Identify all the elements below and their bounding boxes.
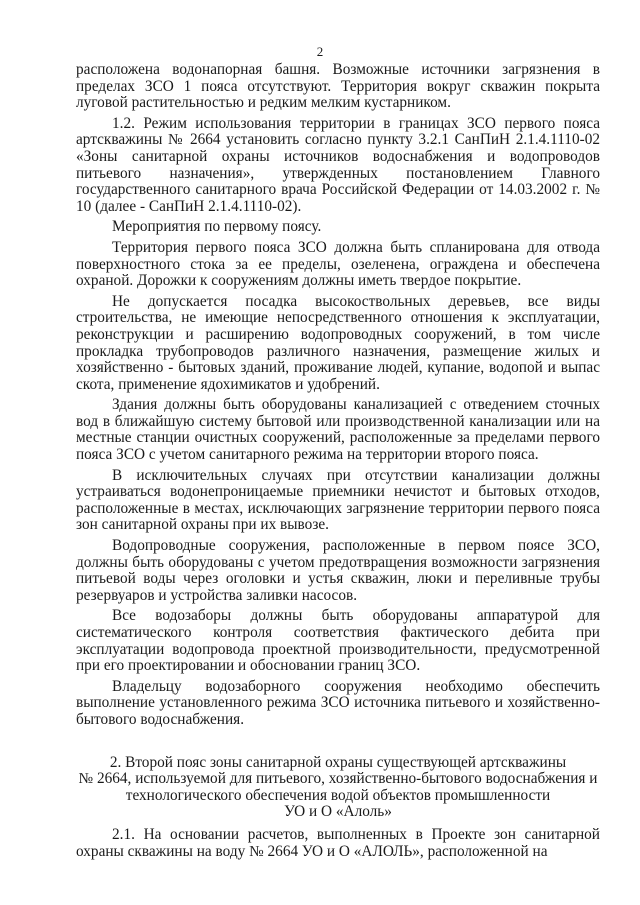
page-number: 2: [316, 44, 324, 59]
heading-line: № 2664, используемой для питьевого, хозяйственно-бытового водоснабжения и: [78, 770, 598, 788]
paragraph: Территория первого пояса ЗСО должна быть спланирована для отвода поверхностного стока за ее пределы, озеленена, ограждена и обеспечена охраной. Дорожки к сооружениям должны иметь твердое покрытие.: [76, 238, 600, 290]
heading-line: технологического обеспечения водой объектов промышленности: [125, 786, 551, 804]
document-body: [76, 62, 600, 864]
paragraph: В исключительных случаях при отсутствии канализации должны устраиваться водонепроницаемые приемники нечистот и бытовых отходов, расположенные в местах, исключающих загрязнение территории первого пояса зон санитарной охраны при их вывозе.: [76, 466, 600, 534]
paragraph: 2.1. На основании расчетов, выполненных в Проекте зон санитарной охраны скважины на воду № 2664 УО и О «АЛОЛЬ», расположенной на: [76, 825, 600, 860]
paragraph: Мероприятия по первому поясу.: [112, 218, 322, 236]
paragraph: Не допускается посадка высокоствольных деревьев, все виды строительства, не имеющие непосредственного отношения к эксплуатации, реконструкции и расширению водопроводных сооружений, в том числе прокладка трубопроводов различного назначения, размещение жилых и хозяйственно - бытовых зданий, проживание людей, купание, водопой и выпас скота, применение ядохимикатов и удобрений.: [76, 292, 600, 393]
heading-line: 2. Второй пояс зоны санитарной охраны существующей артскважины: [109, 753, 567, 771]
heading-line: УО и О «Алоль»: [284, 803, 392, 821]
paragraph: Владельцу водозаборного сооружения необходимо обеспечить выполнение установленного режима ЗСО источника питьевого и хозяйственно-бытового водоснабжения.: [76, 677, 600, 728]
paragraph: расположена водонапорная башня. Возможные источники загрязнения в пределах ЗСО 1 пояса отсутствуют. Территория вокруг скважин покрыта луговой растительностью и редким мелким кустарником.: [76, 61, 600, 112]
paragraph: Здания должны быть оборудованы канализацией с отведением сточных вод в ближайшую систему бытовой или производственной канализации или на местные станции очистных сооружений, расположенные за пределами первого пояса ЗСО с учетом санитарного режима на территории второго пояса.: [76, 396, 600, 464]
section-heading: [76, 755, 600, 821]
paragraph: Все водозаборы должны быть оборудованы аппаратурой для систематического контроля соответствия фактического дебита при эксплуатации водопровода проектной производительности, предусмотренной при его проектировании и обосновании границ ЗСО.: [76, 607, 600, 675]
paragraph: Водопроводные сооружения, расположенные в первом поясе ЗСО, должны быть оборудованы с учетом предотвращения возможности загрязнения питьевой воды через оголовки и устья скважин, люки и переливные трубы резервуаров и устройства заливки насосов.: [76, 537, 600, 604]
paragraph: 1.2. Режим использования территории в границах ЗСО первого пояса артскважины № 2664 установить согласно пункту 3.2.1 СанПиН 2.1.4.1110-02 «Зоны санитарной охраны источников водоснабжения и водопроводов питьевого назначения», утвержденных постановлением Главного государственного санитарного врача Российской Федерации от 14.03.2002 г. № 10 (далее - СанПиН 2.1.4.1110-02).: [76, 114, 600, 215]
